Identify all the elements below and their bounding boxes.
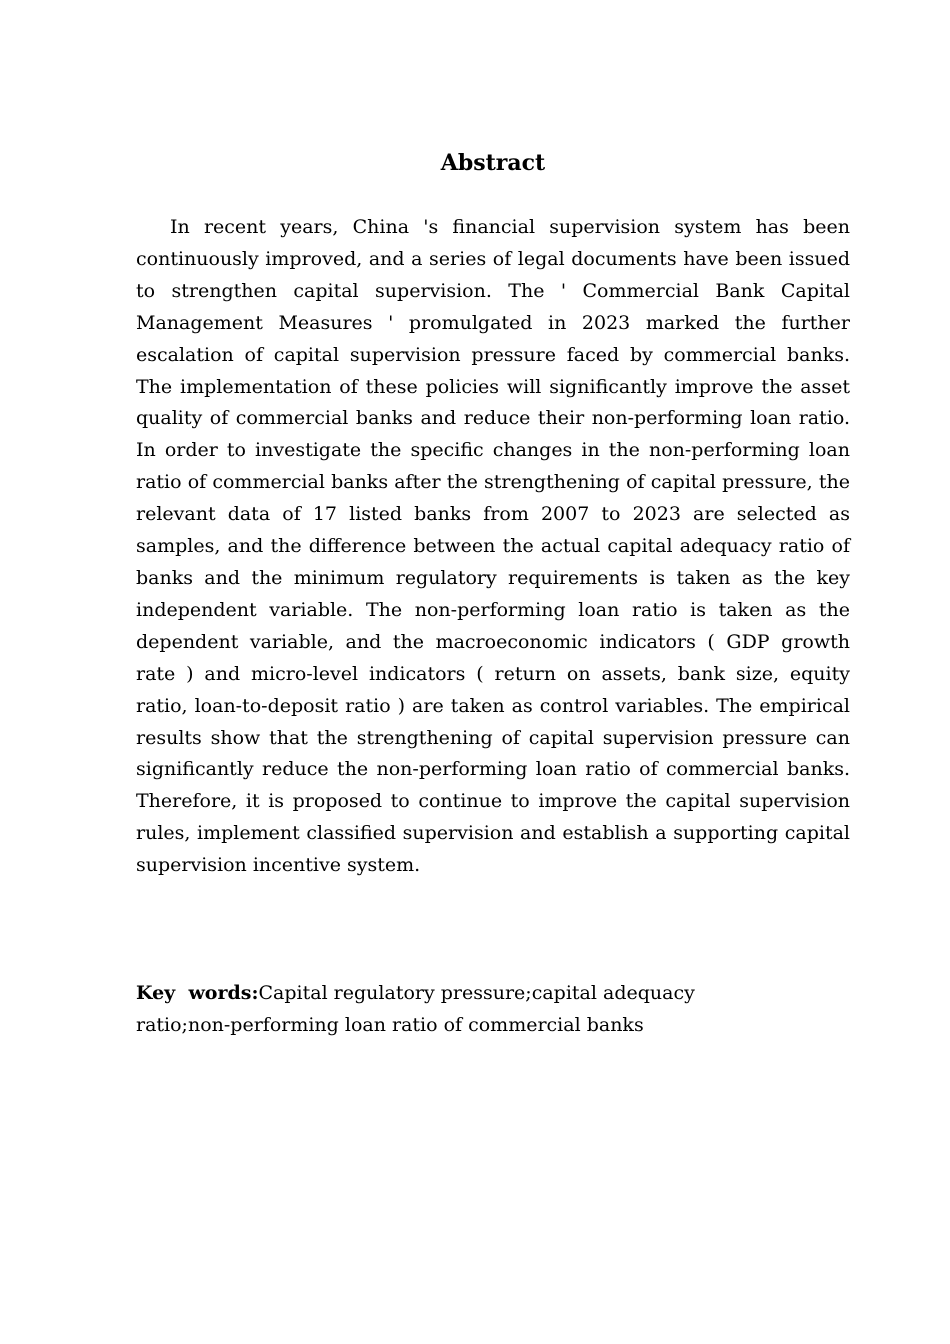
abstract-body: In recent years, China 's financial supervision system has been continuously improved, and a series of legal documents have been issued to strengthen capital supervision. The ' Commercial Bank Capital Management Measures ' promulgated in 2023 marked the further escalation of capital supervision pressure faced by commercial banks. The implementation of these policies will significantly improve the asset quality of commercial banks and reduce their non-performing loan ratio. In order to investigate the specific changes in the non-performing loan ratio of commercial banks after the strengthening of capital pressure, the relevant data of 17 listed banks from 2007 to 2023 are selected as samples, and the difference between the actual capital adequacy ratio of banks and the minimum regulatory requirements is taken as the key independent variable. The non-performing loan ratio is taken as the dependent variable, and the macroeconomic indicators ( GDP growth rate ) and micro-level indicators ( return on assets, bank size, equity ratio, loan-to-deposit ratio ) are taken as control variables. The empirical results show that the strengthening of capital supervision pressure can significantly reduce the non-performing loan ratio of commercial banks. Therefore, it is proposed to continue to improve the capital supervision rules, implement classified supervision and establish a supporting capital supervision incentive system.: [136, 216, 850, 877]
keywords-text: Capital regulatory pressure;capital adequacy ratio;non-performing loan ratio of commercial banks: [136, 982, 695, 1036]
keywords-line: [136, 977, 756, 1041]
abstract-title: Abstract: [440, 150, 546, 176]
keywords-label: Key words:: [136, 982, 259, 1004]
